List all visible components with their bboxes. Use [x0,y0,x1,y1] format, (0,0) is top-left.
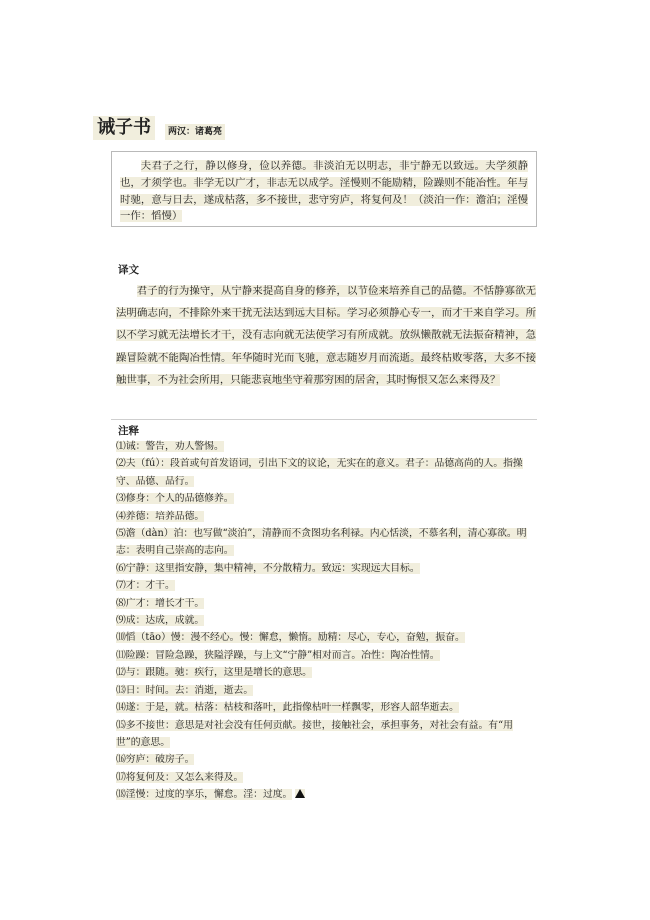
note-item: ⑼成：达成，成就。 [116,615,205,627]
note-item: ⑹宁静：这里指安静，集中精神，不分散精力。致远：实现远大目标。 [116,562,420,574]
original-text-content: 夫君子之行，静以修身，俭以养德。非淡泊无以明志，非宁静无以致远。夫学须静也，才须学也。非学无以广才，非志无以成学。淫慢则不能励精，险躁则不能冶性。年与时驰，意与日去，遂成枯落，多不接世，悲守穷庐，将复何及！（淡泊一作：澹泊；淫慢 一作：慆慢） [120,160,528,223]
section-divider [111,419,537,420]
note-item: ⒃穷庐：破房子。 [116,754,195,766]
note-item: ⒁遂：于是，就。枯落：枯枝和落叶，此指像枯叶一样飘零，形容人韶华逝去。 [116,702,459,714]
original-text [120,158,528,225]
note-item: ⒀日：时间。去：消逝，逝去。 [116,684,254,696]
author-label: 两汉：诸葛亮 [165,124,225,140]
up-triangle-icon [295,789,305,798]
original-text-box [111,151,537,227]
note-item: ⑿与：跟随。驰：疾行，这里是增长的意思。 [116,667,312,679]
note-item: ⑴诫：警告，劝人警惕。 [116,441,224,452]
note-item: ⑺才：才干。 [116,580,175,592]
note-item: ⑾险躁：冒险急躁，狭隘浮躁，与上文“宁静”相对而言。冶性：陶冶性情。 [116,649,440,661]
note-item: ⑵夫（fú）：段首或句首发语词，引出下文的议论，无实在的意义。君子：品德高尚的人。指操守、品德、品行。 [116,458,523,487]
translation-text-content: 君子的行为操守，从宁静来提高自身的修养，以节俭来培养自己的品德。不恬静寡欲无法明确志向，不排除外来干扰无法达到远大目标。学习必须静心专一，而才干来自学习。所以不学习就无法增长才干，没有志向就无法使学习有所成就。放纵懒散就无法振奋精神，急躁冒险就不能陶冶性情。年华随时光而飞驰，意志随岁月而流逝。最终枯败零落，大多不接触世事，不为社会所用，只能悲哀地坐守着那穷困的居舍，其时悔恨又怎么来得及？ [116,285,536,386]
note-item: ⒅淫慢：过度的享乐，懈怠。淫：过度。 [116,786,536,803]
translation-heading: 译文 [118,264,139,276]
note-item: ⒄将复何及：又怎么来得及。 [116,771,244,783]
note-item: ⒂多不接世：意思是对社会没有任何贡献。接世，接触社会，承担事务，对社会有益。有“用世”的意思。 [116,719,513,748]
note-item: ⑻广才：增长才干。 [116,597,205,609]
translation-text [116,280,536,391]
note-item: ⑶修身：个人的品德修养。 [116,493,234,505]
notes-heading: 注释 [118,425,139,437]
note-item: ⑸澹（dàn）泊：也写做“淡泊”，清静而不贪图功名利禄。内心恬淡，不慕名利，清心寡欲。明志：表明自己崇高的志向。 [116,528,527,557]
note-item: ⑷养德：培养品德。 [116,510,205,522]
note-item: ⑽慆（tāo）慢：漫不经心。慢：懈怠，懒惰。励精：尽心，专心，奋勉，振奋。 [116,632,465,644]
page-title: 诫子书 [93,116,155,140]
notes-list [116,438,536,804]
title-block [93,112,225,140]
